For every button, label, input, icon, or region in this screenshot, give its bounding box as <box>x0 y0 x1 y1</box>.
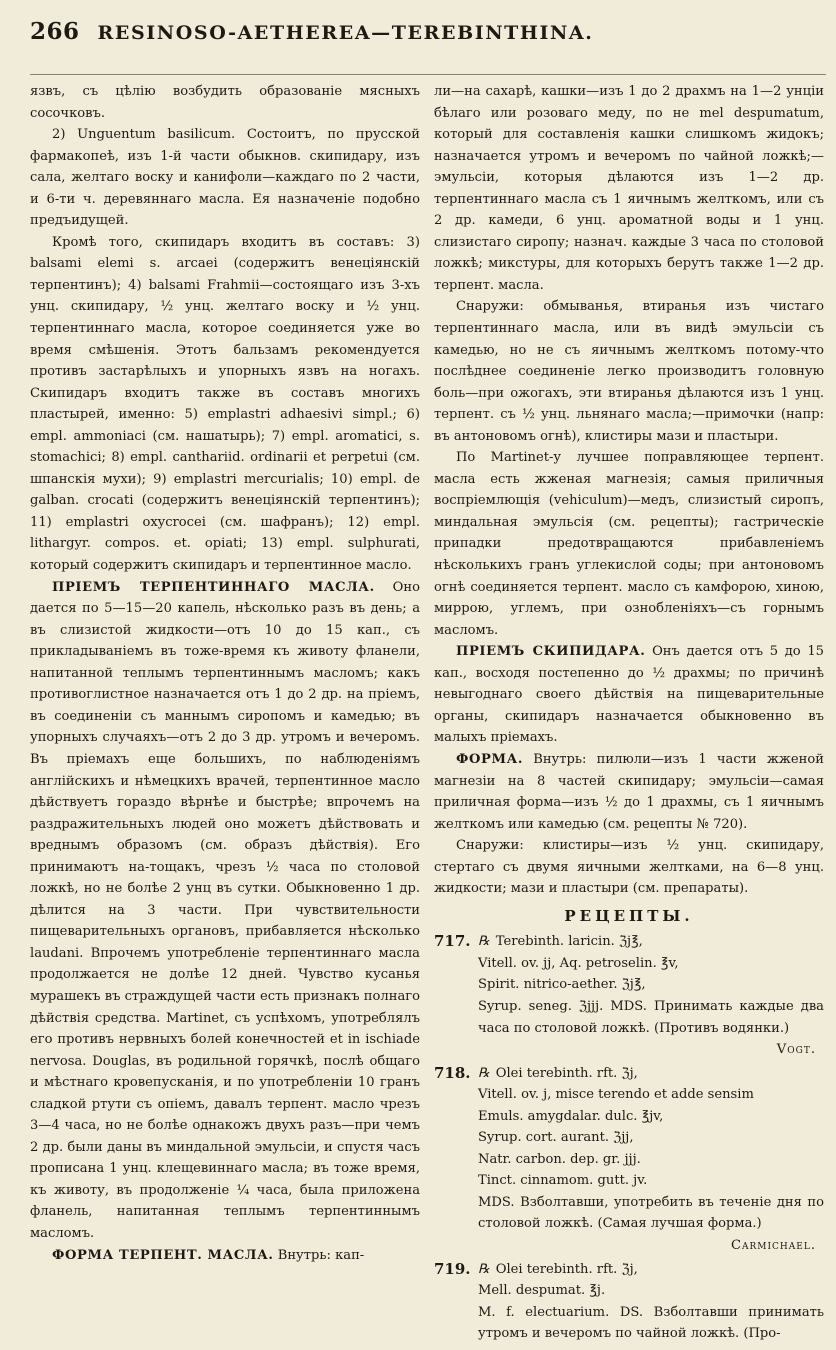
paragraph <box>434 749 824 835</box>
text-columns <box>30 81 826 1345</box>
left-column <box>30 81 420 1345</box>
ingredient-line: Vitell. ov. j, misce terendo et adde sensim <box>478 1087 754 1103</box>
paragraph-text: Оно дается по 5—15—20 капель, нѣсколько разъ въ день; а въ слизистой жидкости—отъ 10 до 15 кап., съ прикладываніемъ въ тоже-время къ животу фланели, напитанной теплымъ терпентиннымъ масломъ; какъ противоглистное назначается отъ 1 до 2 др. на пріемъ, въ соединеніи съ маннымъ сиропомъ и камедью; въ упорныхъ случаяхъ—отъ 2 до 3 др. утромъ и вечеромъ. Въ пріемахъ еще большихъ, по наблюденіямъ англійскихъ и нѣмецкихъ врачей, терпентинное масло дѣйствуетъ гораздо вѣрнѣе и быстрѣе; впрочемъ на раздражительныхъ людей оно можетъ дѣйствовать и вреднымъ образомъ (см. образъ дѣйствія). Его принимаютъ на-тощакъ, чрезъ ½ часа по столовой ложкѣ, но не болѣе 2 унц въ сутки. Обыкновенно 1 др. дѣлится на 3 части. При чувствительности пищеварительныхъ органовъ, прибавляется нѣсколько laudani. Впрочемъ употребленіе терпентиннаго масла продолжается не долѣе 12 дней. Чувство кусанья мурашекъ въ страждущей части есть признакъ полнаго дѣйствія средства. Martinet, съ успѣхомъ, употреблялъ его противъ нервныхъ болей конечностей et in ischiade nervosa. Douglas, въ родильной горячкѣ, послѣ общаго и мѣстнаго кровепусканія, и по употребленіи 10 гранъ сладкой ртути съ опіемъ, давалъ терпент. масло чрезъ 3—4 часа, но не болѣе однакожъ двухъ разъ—при чемъ 2 др. были даны въ миндальной эмульсіи, и спустя часъ прописана 1 унц. клещевиннаго масла; въ тоже время, къ животу, въ продолженіе ¼ часа, была приложена фланель, напитанная теплымъ терпентиннымъ масломъ. <box>30 579 420 1241</box>
recipe-number: 718. <box>434 1063 471 1082</box>
ingredient-line: Spirit. nitrico-aether. ℨj℥, <box>478 977 646 993</box>
paragraph <box>434 641 824 749</box>
paragraph: язвъ, съ цѣлію возбудить образованіе мясныхъ сосочковъ. <box>30 84 420 121</box>
recipe-first-line <box>434 1259 824 1281</box>
ingredient-line: Olei terebinth. rft. ℨj, <box>495 1261 638 1277</box>
ingredient-line: Tinct. cinnamom. gutt. jv. <box>478 1173 648 1189</box>
rx-symbol: ℞ <box>478 1261 490 1277</box>
recipe-author: Vogt. <box>776 1042 816 1058</box>
section-heading: ФОРМА. <box>456 751 523 767</box>
paragraph <box>30 577 420 1245</box>
paragraph: Снаружи: обмыванья, втиранья изъ чистаго терпентиннаго масла, или въ видѣ эмульсіи съ камедью, но не съ яичнымъ желткомъ потому-что послѣднее соединеніе легко производитъ головную боль—при ожогахъ, эти втиранья дѣлаются изъ 1 унц. терпент. съ ½ унц. льнянаго масла;—примочки (напр: въ антоновомъ огнѣ), клистиры мази и пластыри. <box>434 299 824 444</box>
running-title: RESINOSO-AETHEREA—TEREBINTHINA. <box>97 22 594 44</box>
paragraph-text: Внутрь: пилюли—изъ 1 части жженой магнезіи на 8 частей скипидару; эмульсіи—самая приличная форма—изъ ½ до 1 драхмы, съ 1 яичнымъ желткомъ или камедью (см. рецепты № 720). <box>434 751 824 832</box>
paragraph: ли—на сахарѣ, кашки—изъ 1 до 2 драхмъ на 1—2 унціи бѣлаго или розоваго меду, по не mel despumatum, который для составленія кашки слишкомъ жидокъ; назначается утромъ и вечеромъ по чайной ложкѣ;—эмульсіи, которыя дѣлаются изъ 1—2 др. терпентиннаго масла съ 1 яичнымъ желткомъ, или съ 2 др. камеди, 6 унц. ароматной воды и 1 унц. слизистаго сиропу; назнач. каждые 3 часа по столовой ложкѣ; микстуры, для которыхъ берутъ также 1—2 др. терпент. масла. <box>434 84 824 293</box>
section-heading: ПРІЕМЪ ТЕРПЕНТИННАГО МАСЛА. <box>52 579 375 595</box>
recipe-author: Carmichael. <box>730 1237 816 1253</box>
ingredient-line: Vitell. ov. jj, Aq. petroselin. ℥v, <box>478 955 679 971</box>
recipe <box>434 1063 824 1257</box>
rx-symbol: ℞ <box>478 934 490 950</box>
ingredient-line: M. f. electuarium. DS. Взболтавши принимать утромъ и вечеромъ по чайной ложкѣ. (Про- <box>478 1304 824 1342</box>
paragraph: Кромѣ того, скипидаръ входитъ въ составъ: 3) balsami elemi s. arcaei (содержитъ венеціянскій терпентинъ); 4) balsami Frahmii—состоящаго изъ 3-хъ унц. скипидару, ½ унц. желтаго воску и ½ унц. терпентиннаго масла, которое соединяется уже во время смѣшенія. Этотъ бальзамъ рекомендуется противъ застарѣлыхъ и упорныхъ язвъ на ногахъ. Скипидаръ входитъ также въ составъ многихъ пластырей, именно: 5) emplastri adhaesivi simpl.; 6) empl. ammoniaci (см. нашатырь); 7) empl. aromatici, s. stomachici; 8) empl. canthariid. ordinarii et perpetui (см. шпанскія мухи); 9) emplastri mercurialis; 10) empl. de galban. crocati (содержитъ венеціянскій терпентинъ); 11) emplastri oxycrocei (см. шафранъ); 12) empl. lithargyr. compos. et. opiati; 13) empl. sulphurati, который содержитъ скипидаръ и терпентинное масло. <box>30 234 420 574</box>
ingredient-line: Natr. carbon. dep. gr. jjj. <box>478 1151 641 1167</box>
recipe <box>434 1259 824 1345</box>
paragraph <box>30 1245 420 1267</box>
ingredient-line: Emuls. amygdalar. dulc. ℥jv, <box>478 1108 664 1124</box>
recipe-number: 719. <box>434 1259 471 1278</box>
paragraph: Снаружи: клистиры—изъ ½ унц. скипидару, стертаго съ двумя яичными желтками, на 6—8 унц. жидкости; мази и пластыри (см. препараты). <box>434 838 824 897</box>
recipes-title: РЕЦЕПТЫ. <box>564 906 694 925</box>
page-number: 266 <box>30 18 80 45</box>
ingredient-line: Terebinth. laricin. ℨj℥, <box>495 934 643 950</box>
paragraph-text: Онъ дается отъ 5 до 15 кап., восходя постепенно до ½ драхмы; по причинѣ невыгоднаго своего дѣйствія на пищеварительные органы, скипидаръ назначается обыкновенно въ малыхъ пріемахъ. <box>434 644 824 746</box>
right-column <box>434 81 824 1345</box>
page-header <box>30 18 826 75</box>
paragraph-text: Внутрь: кап- <box>277 1247 365 1263</box>
recipe-number: 717. <box>434 932 471 951</box>
paragraph: По Martinet-у лучшее поправляющее терпент. масла есть жженая магнезія; самыя приличныя воспріемлющія (vehiculum)—медъ, слизистый сиропъ, миндальная эмульсія (см. рецепты); гастрическіе припадки предотвращаются прибавленіемъ нѣсколькихъ гранъ углекислой соды; при антоновомъ огнѣ соединяется терпент. масло съ камфорою, хиною, миррою, углемъ, при ознобленіяхъ—съ горнымъ масломъ. <box>434 450 824 638</box>
ingredient-line: Syrup. cort. aurant. ℨjj, <box>478 1130 634 1146</box>
recipe-first-line <box>434 1063 824 1085</box>
ingredient-line: Syrup. seneg. ℨjjj. MDS. Принимать каждые два часа по столовой ложкѣ. (Противъ водянки.) <box>478 998 824 1036</box>
section-heading: ПРІЕМЪ СКИПИДАРА. <box>456 644 646 660</box>
recipe <box>434 931 824 1060</box>
paragraph: 2) Unguentum basilicum. Состоитъ, по прусской фармакопеѣ, изъ 1-й части обыкнов. скипидару, изъ сала, желтаго воску и канифоли—каждаго по 2 части, и 6-ти ч. деревяннаго масла. Ея назначеніе подобно предъидущей. <box>30 127 420 229</box>
rx-symbol: ℞ <box>478 1065 490 1081</box>
ingredient-line: Olei terebinth. rft. ℨj, <box>495 1065 638 1081</box>
recipe-first-line <box>434 931 824 953</box>
ingredient-line: Mell. despumat. ℥j. <box>478 1283 606 1299</box>
ingredient-line: MDS. Взболтавши, употребить въ теченіе дня по столовой ложкѣ. (Самая лучшая форма.) <box>478 1194 824 1232</box>
section-heading: ФОРМА ТЕРПЕНТ. МАСЛА. <box>52 1247 274 1263</box>
